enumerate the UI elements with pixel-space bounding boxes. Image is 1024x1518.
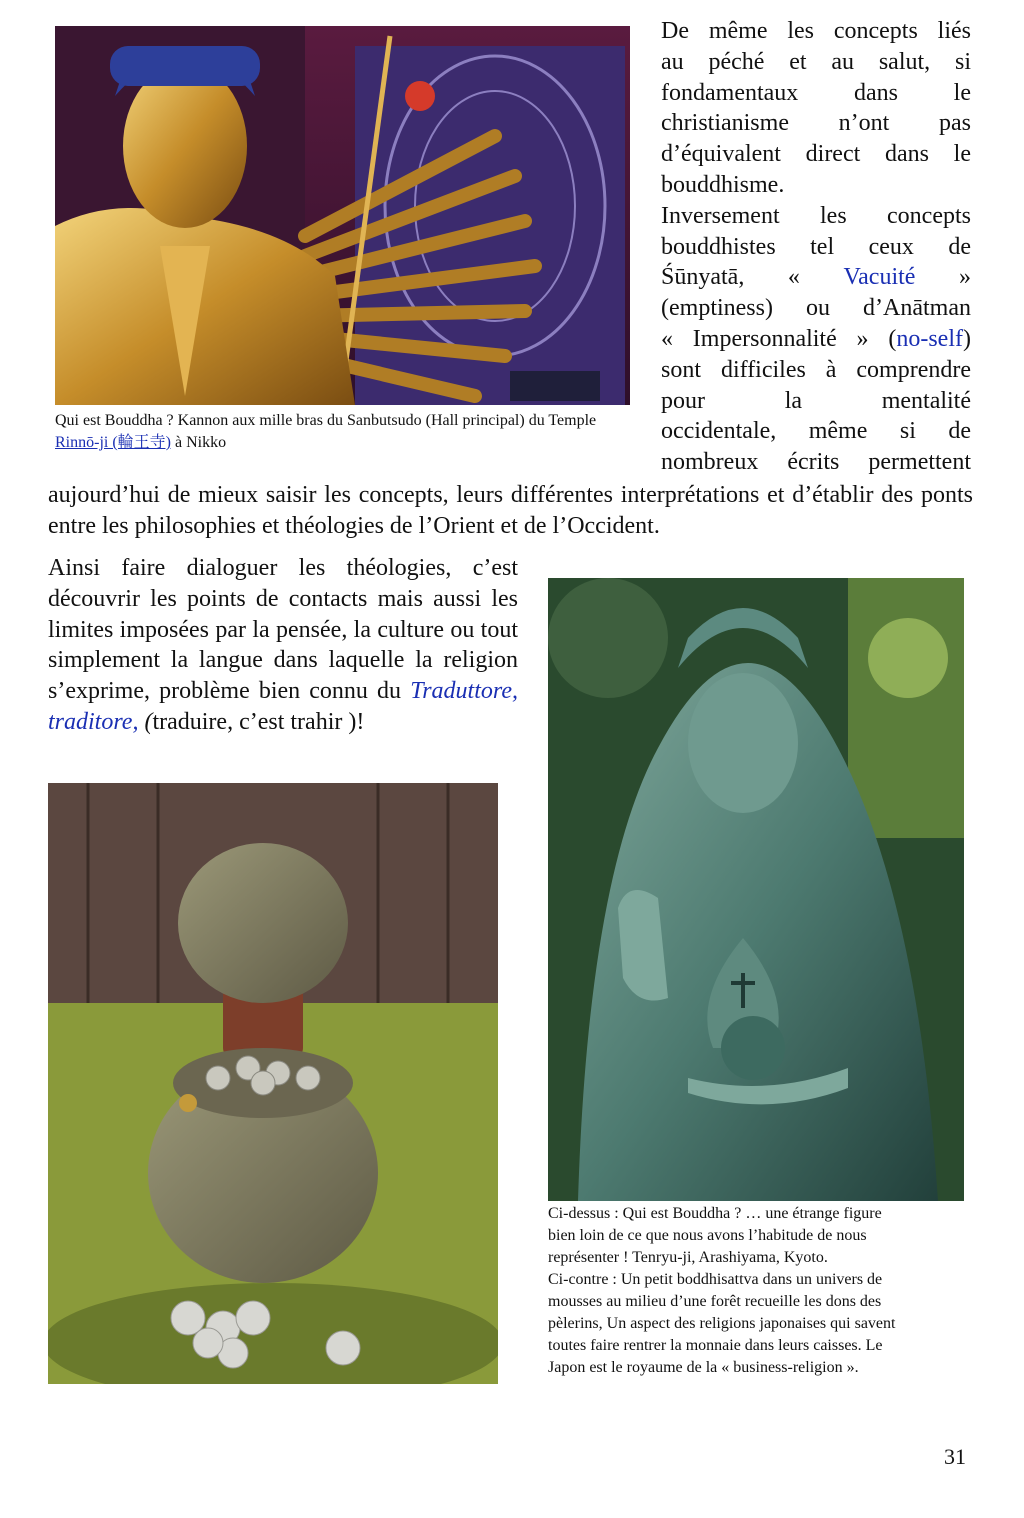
caption-line: Ci-contre : Un petit boddhisattva dans un univers de	[548, 1271, 883, 1288]
jizo-photo	[48, 783, 498, 1384]
caption-line: Ci-dessus : Qui est Bouddha ? … une étrange figure	[548, 1205, 882, 1222]
text-line: pour la mentalité	[661, 387, 971, 414]
right-photo-caption	[548, 1203, 968, 1379]
text-line-noself	[661, 324, 971, 355]
kannon-photo	[55, 26, 630, 405]
caption-line: mousses au milieu d’une forêt recueille les dons des	[548, 1293, 882, 1310]
paragraph-text: Ainsi faire dialoguer les théologies, c’est découvrir les points de contacts mais aussi les limites imposées par la pensée, la culture ou tout simplement la langue dans laquelle la religion s’exprime, problème bien connu du	[48, 555, 518, 705]
rinnoji-link[interactable]: Rinnō-ji (輪王寺)	[55, 434, 171, 451]
caption-line: toutes faire rentrer la monnaie dans leurs caisses. Le	[548, 1337, 883, 1354]
caption-line: bien loin de ce que nous avons l’habitude de nous	[548, 1227, 867, 1244]
text-line: nombreux écrits permettent	[661, 449, 971, 476]
sunyata-term: Śūnyatā,	[661, 264, 745, 291]
text-line: bouddhistes tel ceux de	[661, 233, 971, 260]
impersonnalite-term: « Impersonnalité »	[661, 325, 869, 352]
page-number: 31	[944, 1444, 966, 1469]
text-line: sont difficiles à comprendre	[661, 356, 971, 383]
full-width-paragraph: aujourd’hui de mieux saisir les concepts, leurs différentes interprétations et d’établir des ponts entre les philosophies et théologies de l’Orient et de l’Occident.	[48, 482, 973, 539]
text-line: christianisme n’ont pas	[661, 110, 971, 137]
text-line: fondamentaux dans le	[661, 79, 971, 106]
caption-line: Japon est le royaume de la « business-religion ».	[548, 1359, 859, 1376]
traduttore-phrase: Traduttore, traditore,	[48, 678, 518, 735]
noself-term: no-self	[896, 325, 963, 352]
caption-text: Qui est Bouddha ? Kannon aux mille bras du Sanbutsudo (Hall principal) du Temple	[55, 412, 597, 429]
bronze-statue-photo	[548, 578, 964, 1201]
dialogue-paragraph	[48, 553, 518, 738]
caption-text-end: à Nikko	[171, 434, 227, 451]
paren-open: (	[138, 708, 153, 735]
paren-open: (	[888, 325, 897, 352]
text-line: d’équivalent direct dans le	[661, 141, 971, 168]
caption-line: représenter ! Tenryu-ji, Arashiyama, Kyoto.	[548, 1249, 828, 1266]
paragraph-ending: traduire, c’est trahir )!	[152, 708, 365, 735]
vacuite-term: Vacuité	[843, 264, 916, 291]
right-column-text	[661, 16, 971, 478]
text-line: bouddhisme.	[661, 171, 785, 198]
text-line: De même les concepts liés	[661, 18, 971, 44]
text-line: (emptiness) ou d’Anātman	[661, 295, 971, 322]
text-line-vacuite	[661, 262, 971, 293]
text-line: Inversement les concepts	[661, 202, 971, 229]
text-line: occidentale, même si de	[661, 418, 971, 445]
caption-line: pèlerins, Un aspect des religions japonaises qui savent	[548, 1315, 896, 1332]
quote-close: »	[959, 264, 972, 291]
quote-open: «	[787, 264, 800, 291]
paren-close: )	[963, 325, 971, 352]
top-photo-caption	[55, 410, 635, 454]
text-line: au péché et au salut, si	[661, 48, 971, 75]
